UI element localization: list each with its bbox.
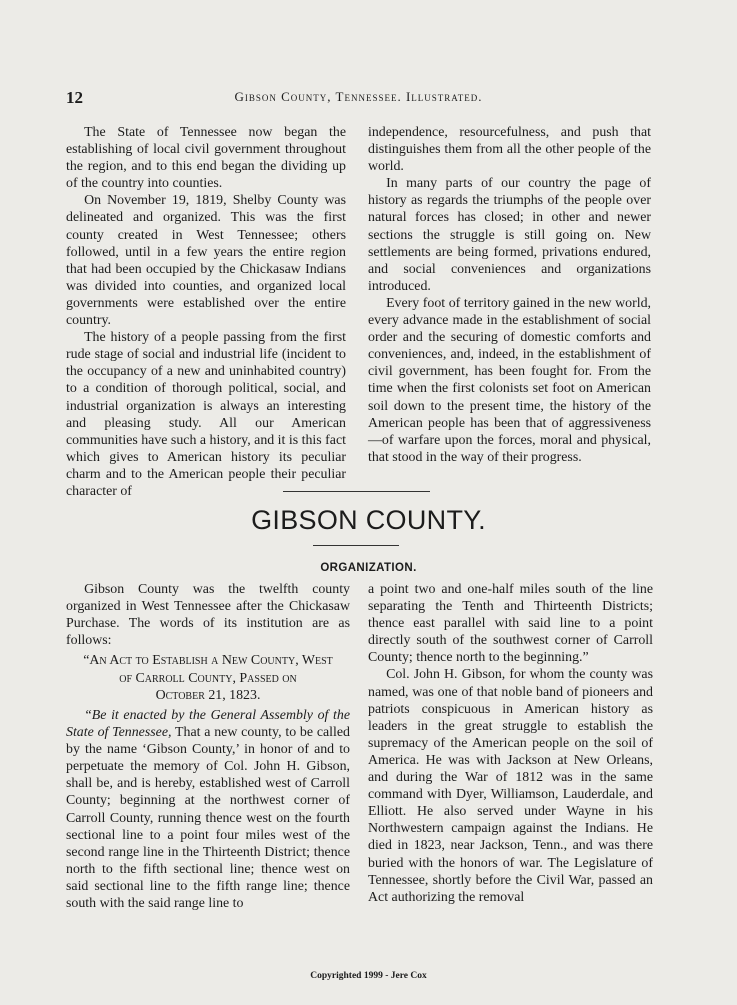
section-divider-top [283,491,430,492]
top-right-column [368,124,651,466]
paragraph: The history of a people passing from the first rude stage of social and industrial life (incident to the occupancy of a new and uninhabited country) to a condition of thorough political, social, and industrial organization is always an interesting and pleasing study. All our American communities have such a history, and it is this fact which gives to American history its peculiar charm and to the American people their peculiar character of [66,330,346,499]
act-heading-line: October 21, 1823. [155,687,261,703]
running-title: Gibson County, Tennessee. Illustrated. [234,89,483,104]
copyright-footer: Copyrighted 1999 - Jere Cox [310,971,427,981]
top-left-column [66,124,346,500]
enactment-paragraph [66,707,350,912]
act-heading-line: of Carroll County, Passed on [119,670,297,686]
section-subtitle: ORGANIZATION. [320,562,417,574]
enactment-text: That a new county, to be called by the name ‘Gibson County,’ in honor of and to perpetuate the memory of Col. John H. Gibson, shall be, and is hereby, established west of Carroll County; beginning at the northwest corner of Carroll County, running thence west on the fourth sectional line to a point four miles west of the second range line in the Thirteenth District; thence north to the fifth sectional line; thence west on said sectional line to the fifth range line; thence south with the said range line to [66,725,350,912]
page-header [66,88,651,108]
act-heading-line: “An Act to Establish a New County, West [83,653,333,669]
paragraph: The State of Tennessee now began the establishing of local civil government throughout the region, and to this end began the dividing up of the country into counties. [66,125,346,192]
paragraph: Col. John H. Gibson, for whom the county was named, was one of that noble band of pioneers and patriots conspicuous in American history as leaders in the great struggle to establish the supremacy of the American people on the soil of America. He was with Jackson at New Orleans, and during the War of 1812 was in the same command with Dyer, Williamson, Lauderdale, and Elliott. He also served under Wayne in his Northwestern campaign against the Indians. He died in 1823, near Jackson, Tenn., and was there buried with the honors of war. The Legislature of Tennessee, shortly before the Civil War, passed an Act authorizing the removal [368,667,653,905]
page-number: 12 [66,88,83,107]
paragraph: independence, resourcefulness, and push that distinguishes them from all the other people of the world. [368,125,651,175]
paragraph: Gibson County was the twelfth county organized in West Tennessee after the Chickasaw Purchase. The words of its institution are as follows: [66,582,350,649]
enactment-clause: “Be it enacted by the General Assembly of the State of Tennessee, [66,707,350,741]
paragraph: In many parts of our country the page of history as regards the triumphs of the people over natural forces has closed; in other and newer sections the struggle is still going on. New settlements are being formed, privations endured, and social conveniences and organizations introduced. [368,176,651,294]
section-title: GIBSON COUNTY. [251,505,486,535]
act-heading [66,652,350,704]
section-divider-bottom [313,545,399,546]
paragraph: Every foot of territory gained in the new world, every advance made in the establishment of social order and the securing of domestic comforts and conveniences, and, indeed, in the establishment of civil government, has been fought for. From the time when the first colonists set foot on American soil down to the present time, the history of the American people has been that of aggressiveness—of warfare upon the forces, moral and physical, that stood in the way of their progress. [368,295,651,465]
bottom-left-column [66,581,350,912]
paragraph: a point two and one-half miles south of the line separating the Tenth and Thirteenth Districts; thence east parallel with said line to a point directly south of the southwest corner of Carroll County; thence north to the beginning.” [368,582,653,666]
bottom-right-column [368,581,653,906]
paragraph: On November 19, 1819, Shelby County was delineated and organized. This was the first county created in West Tennessee; others followed, until in a few years the entire region that had been occupied by the Chickasaw Indians was divided into counties, and organized local governments were established over the entire country. [66,193,346,329]
